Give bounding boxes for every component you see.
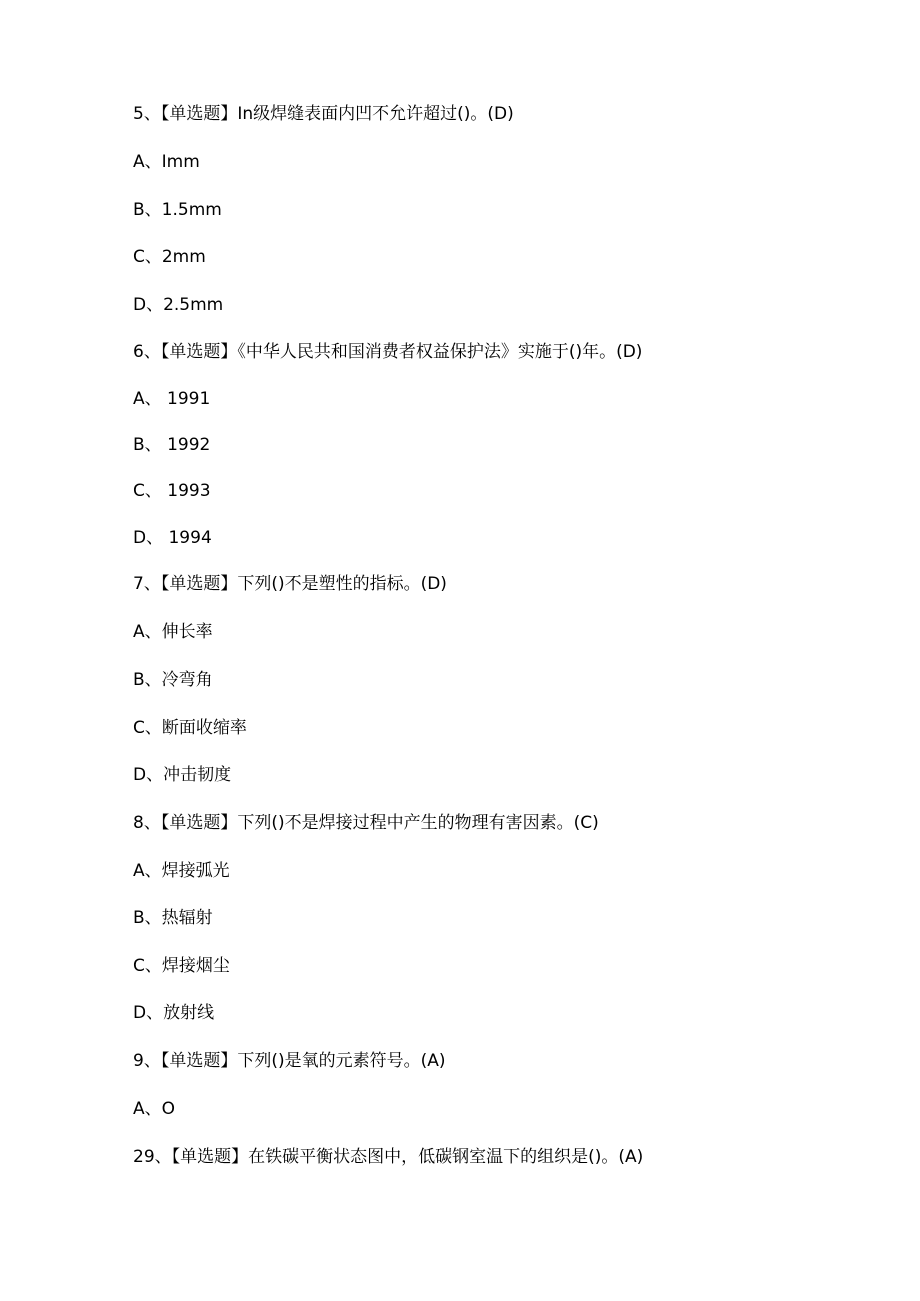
question-5-option-d: D、2.5mm: [133, 295, 224, 315]
question-8: 8、【单选题】下列()不是焊接过程中产生的物理有害因素。(C): [133, 813, 599, 833]
question-9-option-a: A、O: [133, 1099, 176, 1119]
question-5-option-c: C、2mm: [133, 247, 206, 267]
question-7-option-a: A、伸长率: [133, 622, 213, 642]
question-8-option-a: A、焊接弧光: [133, 861, 230, 881]
question-7-option-b: B、冷弯角: [133, 670, 213, 690]
question-5-option-a: A、Imm: [133, 152, 200, 172]
question-7-option-d: D、冲击韧度: [133, 765, 232, 785]
question-8-option-d: D、放射线: [133, 1003, 215, 1023]
question-6: 6、【单选题】《中华人民共和国消费者权益保护法》实施于()年。(D): [133, 342, 643, 362]
question-6-option-d: D、 1994: [133, 528, 212, 548]
question-8-option-b: B、热辐射: [133, 908, 213, 928]
question-7: 7、【单选题】下列()不是塑性的指标。(D): [133, 574, 447, 594]
question-5-option-b: B、1.5mm: [133, 200, 222, 220]
question-6-option-b: B、 1992: [133, 435, 211, 455]
question-9: 9、【单选题】下列()是氧的元素符号。(A): [133, 1051, 446, 1071]
question-7-option-c: C、断面收缩率: [133, 718, 247, 738]
question-6-option-a: A、 1991: [133, 389, 211, 409]
question-8-option-c: C、焊接烟尘: [133, 956, 230, 976]
question-5: 5、【单选题】In级焊缝表面内凹不允许超过()。(D): [133, 104, 514, 124]
question-29: 29、【单选题】在铁碳平衡状态图中，低碳钢室温下的组织是()。(A): [133, 1147, 644, 1167]
question-6-option-c: C、 1993: [133, 481, 211, 501]
